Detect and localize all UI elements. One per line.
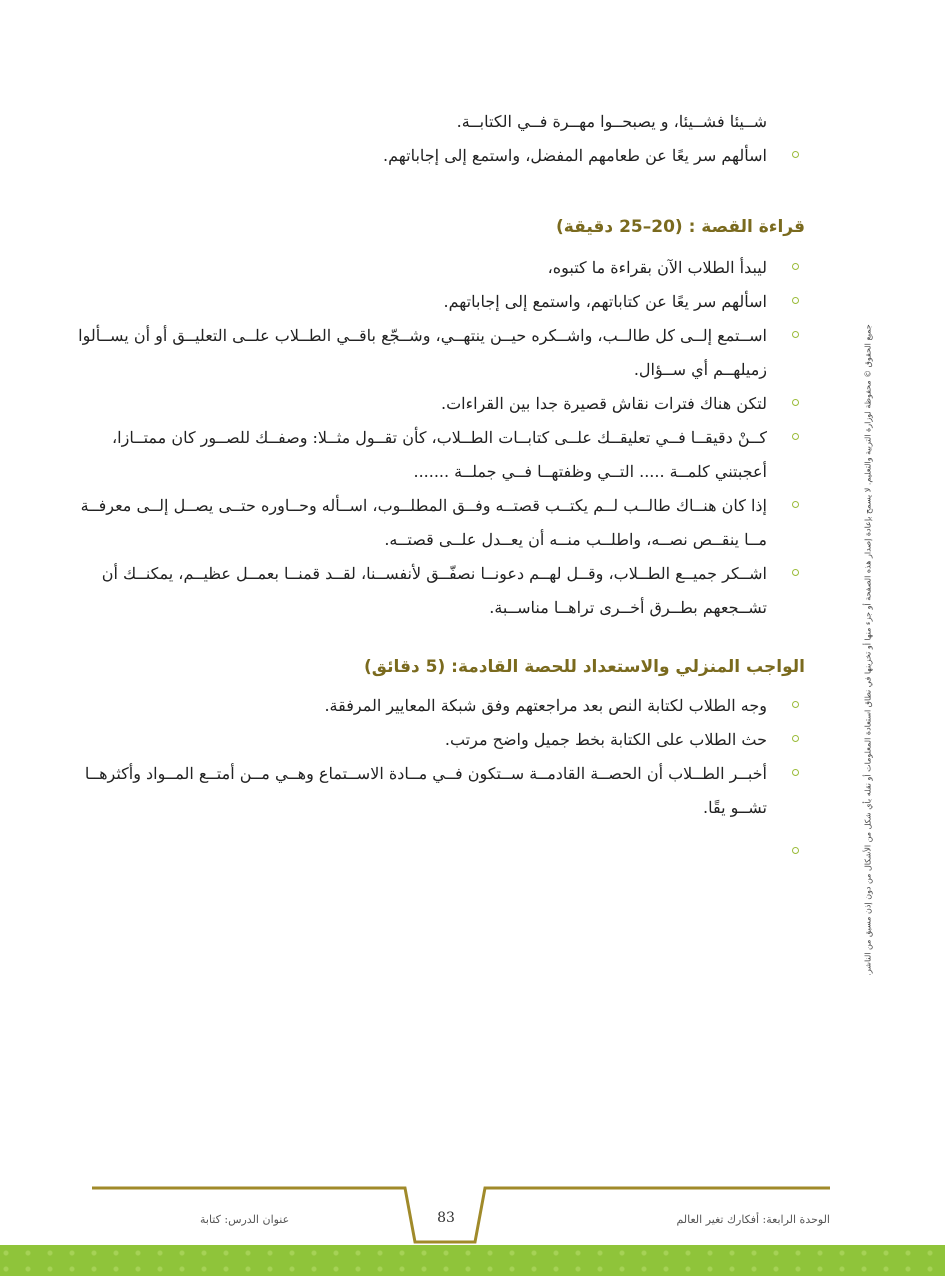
bullet-icon [792, 297, 799, 304]
list-item [60, 319, 805, 387]
bullet-icon [792, 331, 799, 338]
bullet-icon [792, 847, 799, 854]
bullet-icon [792, 501, 799, 508]
section-heading-story-reading: قراءة القصة : (20–25 دقيقة) [556, 217, 805, 237]
copyright-sidebar [855, 300, 881, 1000]
homework-list [60, 689, 805, 869]
bullet-icon [792, 399, 799, 406]
continuation-text: شــيئا فشــيئا، و يصبحــوا مهــرة فــي الكتابــة. [456, 112, 767, 131]
list-item-text: لتكن هناك فترات نقاش قصيرة جدا بين القراءات. [441, 394, 767, 413]
list-item [60, 251, 805, 285]
list-item-text: أخبــر الطــلاب أن الحصــة القادمــة ســتكون فــي مــادة الاســتماع وهــي مــن أمتــع المــواد وأكثرهــا تشــو يقًا. [84, 764, 767, 817]
list-item-text: حث الطلاب على الكتابة بخط جميل واضح مرتب. [444, 730, 767, 749]
list-item [60, 421, 805, 489]
bullet-icon [792, 263, 799, 270]
list-item-text: وجه الطلاب لكتابة النص بعد مراجعتهم وفق شبكة المعايير المرفقة. [324, 696, 767, 715]
list-item [60, 139, 805, 173]
list-item [60, 387, 805, 421]
section-heading-homework: الواجب المنزلي والاستعداد للحصة القادمة: (5 دقائق) [364, 657, 805, 677]
list-item-text: ليبدأ الطلاب الآن بقراءة ما كتبوه، [547, 258, 767, 277]
decorative-bottom-band [0, 1245, 945, 1276]
copyright-text: جميع الحقوق © محفوظة لوزارة التربية والتعليم. لا يسمح بإعادة إصدار هذه الصفحة أو جزء منها أو تخزينها في نطاق استعادة المعلومات أو نقله بأي شكل من الأشكال من دون إذن مسبق من الناشر. [863, 324, 873, 976]
story-reading-list [60, 251, 805, 625]
footer-unit-title: الوحدة الرابعة: أفكارك تغير العالم [676, 1213, 830, 1226]
list-item-text: كــنْ دقيقــا فــي تعليقــك علــى كتابــات الطــلاب، كأن تقــول مثــلا: وصفــك للصــور كان ممتــازا، أعجبتني كلمــة ..... التــي وظفتهــا فــي جملــة ....... [112, 428, 767, 481]
bullet-icon [792, 569, 799, 576]
bullet-icon [792, 151, 799, 158]
list-item-text: اشــكر جميــع الطــلاب، وقــل لهــم دعونــا نصفّــق لأنفســنا، لقــد قمنــا بعمــل عظيــم، يمكنــك أن تشــجعهم بطــرق أخــرى تراهــا مناســبة. [101, 564, 767, 617]
bullet-icon [792, 433, 799, 440]
bullet-icon [792, 701, 799, 708]
list-item [60, 757, 805, 825]
intro-list [60, 139, 805, 173]
list-item-text: اســتمع إلــى كل طالــب، واشــكره حيــن ينتهــي، وشــجّع باقــي الطــلاب علــى التعليــق أو أن يســألوا زميلهــم أي ســؤال. [78, 326, 767, 379]
list-item-text: اسألهم سر يعًا عن طعامهم المفضل، واستمع إلى إجاباتهم. [383, 146, 767, 165]
list-item [60, 557, 805, 625]
list-item [60, 285, 805, 319]
list-item [60, 723, 805, 757]
list-item-text: إذا كان هنــاك طالــب لــم يكتــب قصتــه وفــق المطلــوب، اســأله وحــاوره حتــى يصــل إلــى معرفــة مــا ينقــص نصــه، واطلــب منــه أن يعــدل علــى قصتــه. [80, 496, 767, 549]
bullet-icon [792, 769, 799, 776]
footer-lesson-title: عنوان الدرس: كتابة [200, 1213, 290, 1226]
page-number: 83 [437, 1210, 455, 1226]
list-item [60, 489, 805, 557]
page-content [60, 105, 805, 869]
list-item-empty [60, 835, 805, 869]
bullet-icon [792, 735, 799, 742]
list-item-text: اسألهم سر يعًا عن كتاباتهم، واستمع إلى إجاباتهم. [443, 292, 767, 311]
list-item [60, 689, 805, 723]
